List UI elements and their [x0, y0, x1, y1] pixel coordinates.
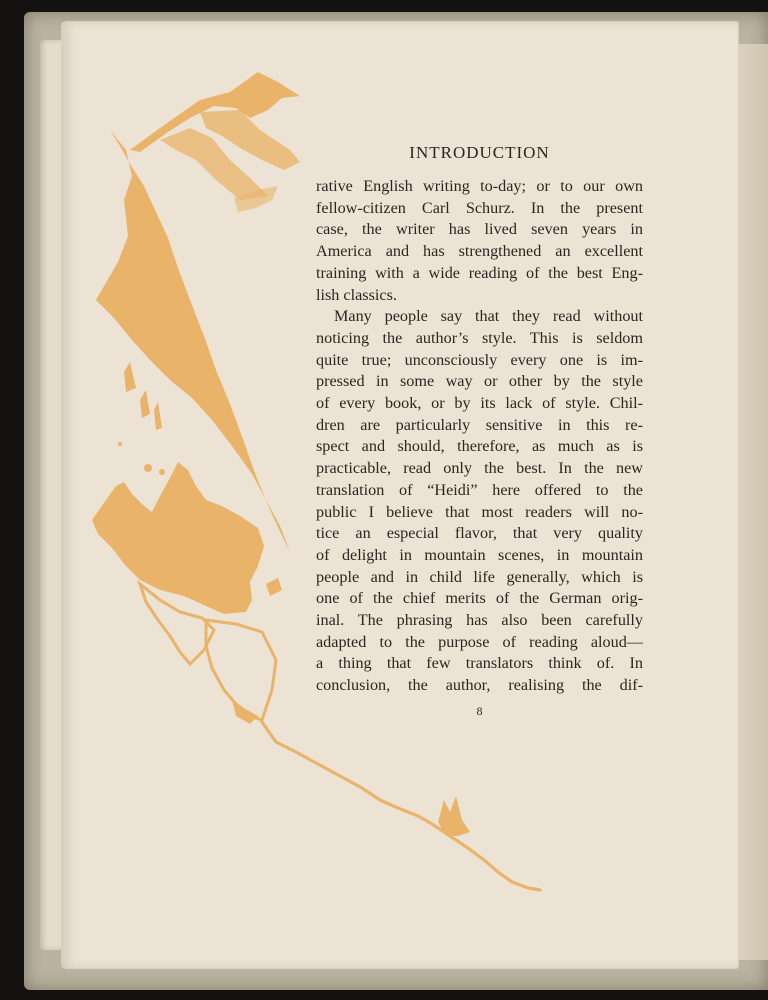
- page-number: 8: [476, 704, 483, 718]
- text-line: dren are particularly sensitive in this re-: [316, 415, 643, 434]
- text-line: lish classics.: [316, 285, 397, 304]
- text-line: adapted to the purpose of reading aloud—: [316, 632, 643, 651]
- text-line: practicable, read only the best. In the new: [316, 459, 643, 478]
- text-line: tice an especial flavor, that very quality: [316, 524, 643, 543]
- text-line: America and has strengthened an excellent: [316, 242, 643, 261]
- text-line: spect and should, therefore, as much as is: [316, 437, 643, 456]
- text-line: case, the writer has lived seven years in: [316, 220, 643, 239]
- text-line: conclusion, the author, realising the dif-: [316, 676, 643, 695]
- text-line: people and in child life generally, which is: [316, 567, 643, 586]
- text-line: quite true; unconsciously every one is im-: [316, 350, 643, 369]
- text-line: noticing the author’s style. This is seldom: [316, 328, 643, 347]
- text-line: Many people say that they read without: [334, 307, 643, 326]
- text-line: of delight in mountain scenes, in mountain: [316, 545, 643, 564]
- text-line: inal. The phrasing has also been carefully: [316, 611, 643, 630]
- pine-tree: [438, 796, 470, 836]
- text-line: a thing that few translators think of. In: [316, 654, 643, 673]
- text-line: fellow-citizen Carl Schurz. In the present: [316, 198, 643, 217]
- text-line: pressed in some way or other by the style: [316, 372, 643, 391]
- chalet-and-trees: [92, 462, 264, 614]
- text-line: training with a wide reading of the best Eng-: [316, 263, 643, 282]
- text-line: translation of “Heidi” here offered to the: [316, 480, 643, 499]
- text-line: one of the chief merits of the German orig-: [316, 589, 643, 608]
- text-line: rative English writing to-day; or to our own: [316, 177, 643, 195]
- running-head: INTRODUCTION: [409, 143, 550, 162]
- body-text: [316, 176, 643, 697]
- text-line: public I believe that most readers will no-: [316, 502, 643, 521]
- ridge-line: [262, 722, 540, 890]
- text-line: of every book, or by its lack of style. Chil-: [316, 394, 643, 413]
- rock-outline-2: [206, 620, 276, 720]
